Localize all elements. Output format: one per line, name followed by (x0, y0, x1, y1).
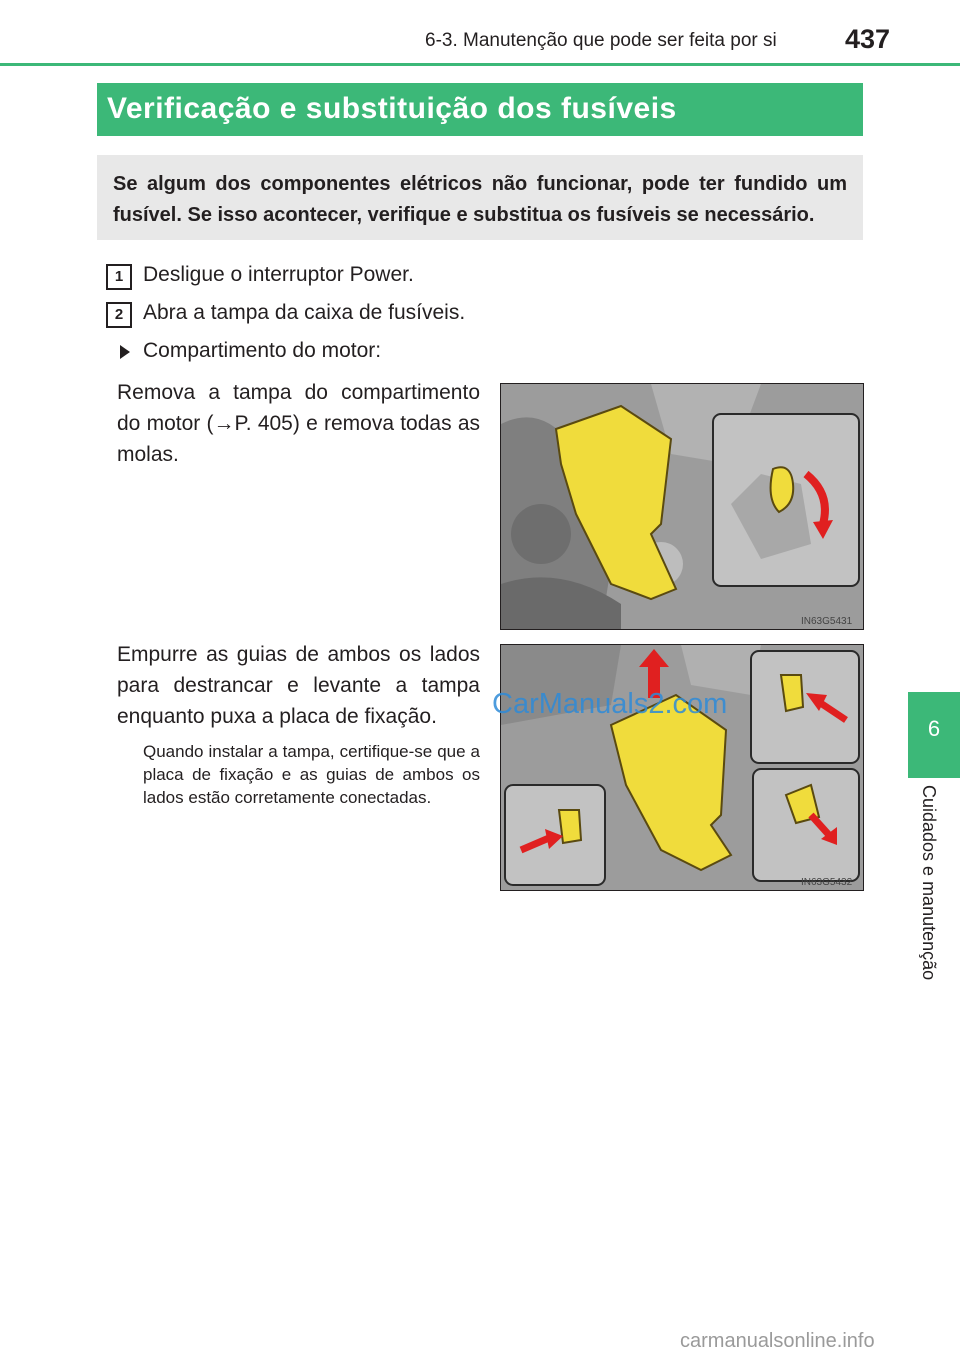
chapter-label-text: Cuidados e manutenção (919, 785, 939, 981)
bullet-text: Compartimento do motor: (143, 339, 382, 362)
watermark-carmanuals2: CarManuals2.com (492, 688, 728, 720)
header-section-title: 6-3. Manutenção que pode ser feita por si (425, 30, 777, 51)
bullet-arrow-icon (120, 345, 130, 359)
page-number: 437 (845, 24, 891, 54)
step-number-1: 1 (106, 264, 132, 290)
section-title-bar (97, 83, 863, 136)
figure-engine-fuse-box (500, 383, 864, 630)
intro-box (97, 155, 863, 240)
installation-note: Quando instalar a tampa, certifique-se que a placa de fixação e as guias de ambos os lados estão corretamente conectadas. (143, 742, 480, 807)
section-title: Verificação e substituição dos fusíveis (107, 92, 677, 125)
engine-compartment-illustration (501, 384, 863, 629)
chapter-tab[interactable] (908, 692, 960, 778)
detail-inset-bottom-right (753, 769, 859, 881)
figure-code-2: IN63G5432 (801, 877, 853, 888)
chapter-tab-number: 6 (927, 716, 941, 741)
step-text-1: Desligue o interruptor Power. (143, 263, 414, 286)
figure-code-1: IN63G5431 (801, 616, 853, 627)
chapter-label (913, 785, 939, 1015)
paragraph-remove-cover: Remova a tampa do compartimento do motor (→P. 405) e remova todas as molas. (117, 381, 480, 466)
intro-text: Se algum dos componentes elétricos não funcionar, pode ter fundido um fusível. Se isso acontecer, verifique e substitua os fusíveis se necessário. (113, 173, 847, 226)
detail-inset-top-right (751, 651, 859, 763)
step-text-2: Abra a tampa da caixa de fusíveis. (143, 301, 466, 324)
cover-release-illustration (501, 645, 863, 890)
step-number-2: 2 (106, 302, 132, 328)
footer-watermark: carmanualsonline.info (680, 1330, 875, 1352)
figure-release-cover (500, 644, 864, 891)
header-rule (0, 63, 960, 66)
paragraph-push-tabs: Empurre as guias de ambos os lados para destrancar e levante a tampa enquanto puxa a placa de fixação. (117, 643, 480, 728)
